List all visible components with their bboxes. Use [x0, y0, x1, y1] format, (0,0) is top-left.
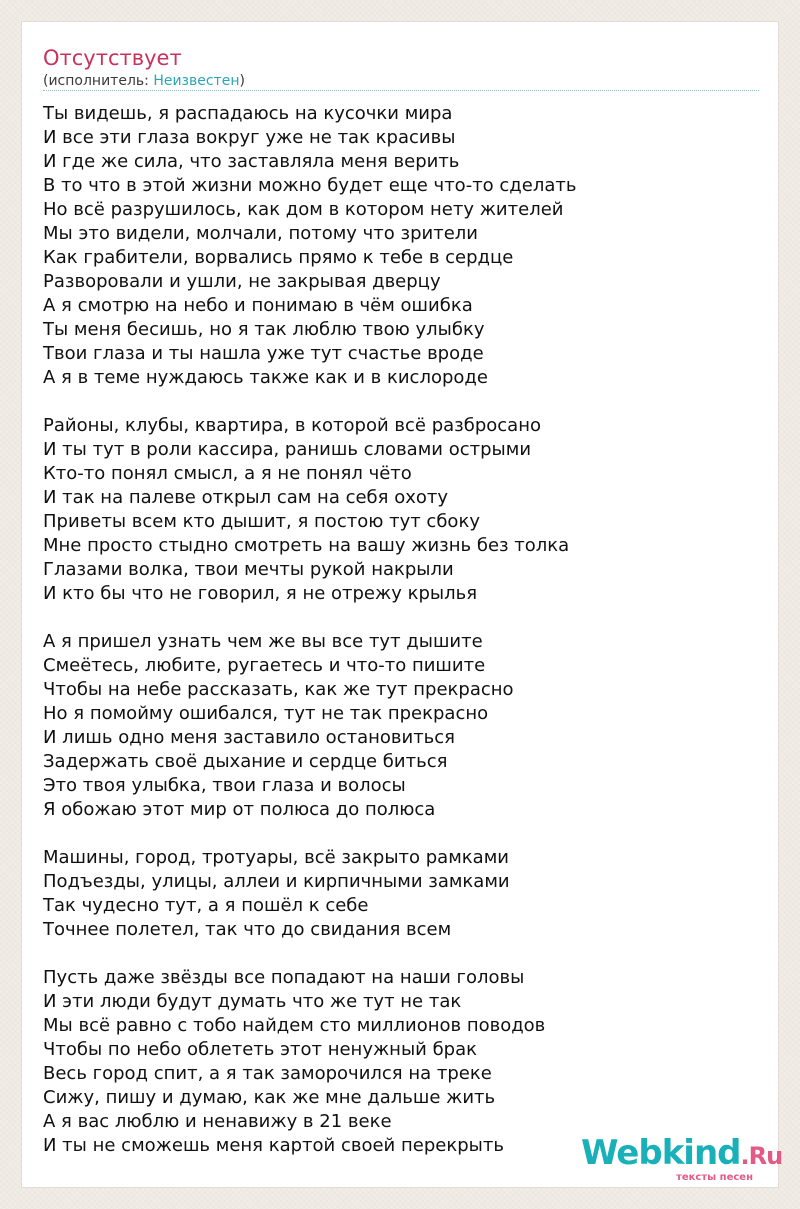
webkind-logo[interactable] — [581, 1133, 783, 1183]
lyric-line: Смеётесь, любите, ругаетесь и что-то пишите — [43, 655, 486, 676]
lyric-line: Мы всё равно с тобо найдем сто миллионов поводов — [43, 1015, 546, 1036]
logo-wordmark — [581, 1133, 783, 1173]
logo-tagline: тексты песен — [676, 1172, 753, 1183]
lyric-line: Я обожаю этот мир от полюса до полюса — [43, 799, 436, 820]
lyric-line: И все эти глаза вокруг уже не так красивы — [43, 127, 456, 148]
lyrics-body — [43, 102, 759, 1182]
lyric-line: Точнее полетел, так что до свидания всем — [43, 919, 452, 940]
lyric-line: Подъезды, улицы, аллеи и кирпичными замками — [43, 871, 510, 892]
lyrics-stanza — [43, 414, 759, 606]
logo-main-text: Webkind — [581, 1133, 741, 1173]
lyric-line: Твои глаза и ты нашла уже тут счастье вроде — [43, 343, 484, 364]
lyric-line: Как грабители, ворвались прямо к тебе в сердце — [43, 247, 514, 268]
lyric-line: И ты тут в роли кассира, ранишь словами острыми — [43, 439, 532, 460]
lyric-line: И эти люди будут думать что же тут не так — [43, 991, 462, 1012]
lyric-line: Ты меня бесишь, но я так люблю твою улыбку — [43, 319, 485, 340]
lyric-line: Но я помойму ошибался, тут не так прекрасно — [43, 703, 489, 724]
lyric-line: Разворовали и ушли, не закрывая дверцу — [43, 271, 441, 292]
artist-suffix: ) — [239, 73, 245, 89]
lyric-line: Так чудесно тут, а я пошёл к себе — [43, 895, 369, 916]
lyric-line: Районы, клубы, квартира, в которой всё разбросано — [43, 415, 541, 436]
artist-prefix: (исполнитель: — [43, 73, 154, 89]
lyric-line: А я в теме нуждаюсь также как и в кислороде — [43, 367, 488, 388]
lyric-line: И кто бы что не говорил, я не отрежу крылья — [43, 583, 478, 604]
song-title: Отсутствует — [43, 46, 182, 70]
lyric-line: Задержать своё дыхание и сердце биться — [43, 751, 448, 772]
lyric-line: Но всё разрушилось, как дом в котором нету жителей — [43, 199, 564, 220]
lyric-line: И лишь одно меня заставило остановиться — [43, 727, 456, 748]
lyric-line: Мне просто стыдно смотреть на вашу жизнь без толка — [43, 535, 570, 556]
lyrics-stanza — [43, 102, 759, 390]
lyrics-stanza — [43, 966, 759, 1158]
lyric-line: И ты не сможешь меня картой своей перекрыть — [43, 1135, 504, 1156]
artist-line — [43, 72, 245, 90]
lyric-line: Приветы всем кто дышит, я постою тут сбоку — [43, 511, 480, 532]
lyric-line: А я смотрю на небо и понимаю в чём ошибка — [43, 295, 473, 316]
lyric-line: Пусть даже звёзды все попадают на наши головы — [43, 967, 525, 988]
lyric-line: Чтобы по небо облететь этот ненужный брак — [43, 1039, 478, 1060]
lyric-line: И так на палеве открыл сам на себя охоту — [43, 487, 449, 508]
artist-link[interactable]: Неизвестен — [153, 73, 240, 89]
lyric-line: В то что в этой жизни можно будет еще что-то сделать — [43, 175, 577, 196]
lyric-line: Сижу, пишу и думаю, как же мне дальше жить — [43, 1087, 496, 1108]
lyrics-stanza — [43, 846, 759, 942]
title-divider — [43, 90, 759, 91]
logo-suffix-text: .Ru — [740, 1142, 783, 1170]
lyrics-card — [21, 21, 783, 1188]
lyric-line: А я пришел узнать чем же вы все тут дышите — [43, 631, 483, 652]
lyric-line: Глазами волка, твои мечты рукой накрыли — [43, 559, 454, 580]
lyric-line: Машины, город, тротуары, всё закрыто рамками — [43, 847, 509, 868]
lyric-line: А я вас люблю и ненавижу в 21 веке — [43, 1111, 392, 1132]
lyrics-stanza — [43, 630, 759, 822]
lyric-line: Весь город спит, а я так заморочился на треке — [43, 1063, 492, 1084]
lyric-line: Мы это видели, молчали, потому что зрители — [43, 223, 478, 244]
lyric-line: И где же сила, что заставляла меня верить — [43, 151, 460, 172]
lyric-line: Чтобы на небе рассказать, как же тут прекрасно — [43, 679, 514, 700]
lyric-line: Это твоя улыбка, твои глаза и волосы — [43, 775, 406, 796]
lyric-line: Ты видешь, я распадаюсь на кусочки мира — [43, 103, 453, 124]
lyric-line: Кто-то понял смысл, а я не понял чёто — [43, 463, 412, 484]
